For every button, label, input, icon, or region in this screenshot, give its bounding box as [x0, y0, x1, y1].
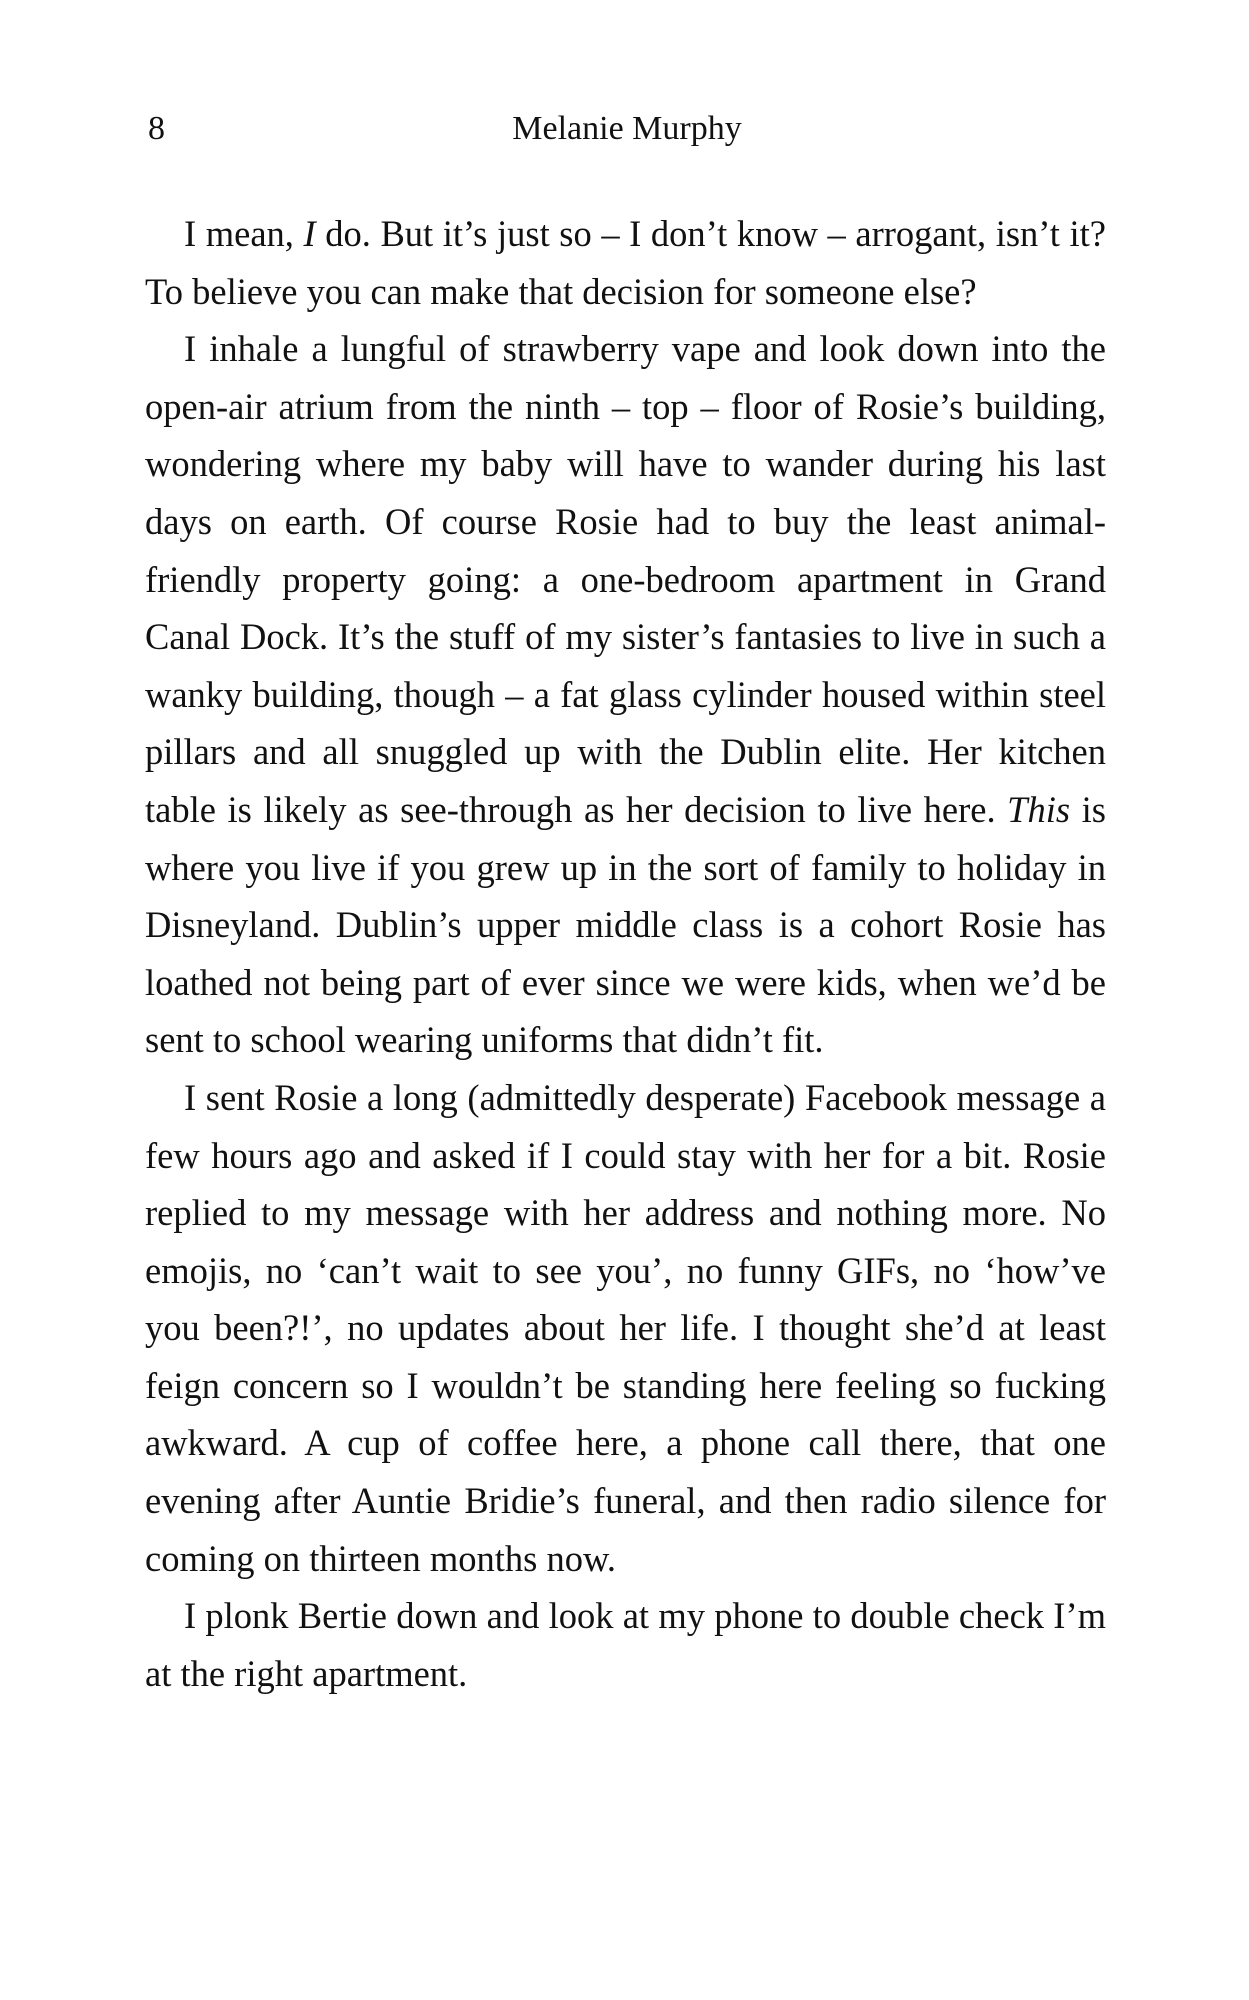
text-segment: do. But it’s just so – I don’t know – arrogant, isn’t it? To believe you can make that decision for someone else?	[145, 213, 1106, 312]
paragraph-1	[145, 205, 1106, 320]
paragraph-2	[145, 320, 1106, 1069]
text-segment: I mean,	[184, 213, 304, 254]
body-text	[145, 205, 1106, 1702]
page-header	[148, 104, 1106, 154]
text-segment-italic: This	[1007, 788, 1071, 830]
paragraph-4	[145, 1587, 1106, 1702]
text-segment: I inhale a lungful of strawberry vape and look down into the open-air atrium from the ninth – top – floor of Rosie’s building, wondering where my baby will have to wander during his last days on earth. Of course Rosie had to buy the least animal-friendly property going: a one-bedroom apartment in Grand Canal Dock. It’s the stuff of my sister’s fantasies to live in such a wanky building, though – a fat glass cylinder housed within steel pillars and all snuggled up with the Dublin elite. Her kitchen table is likely as see-through as her decision to live here.	[145, 328, 1106, 830]
running-head-author: Melanie Murphy	[512, 110, 742, 147]
text-segment: I plonk Bertie down and look at my phone to double check I’m at the right apartment.	[145, 1595, 1106, 1694]
text-segment-italic: I	[303, 213, 316, 254]
paragraph-3	[145, 1069, 1106, 1587]
text-segment: is where you live if you grew up in the sort of family to holiday in Disneyland. Dublin’s upper middle class is a cohort Rosie has loathed not being part of ever since we were kids, when we’d be sent to school wearing uniforms that didn’t fit.	[145, 788, 1107, 1061]
text-segment: I sent Rosie a long (admittedly desperate) Facebook message a few hours ago and asked if I could stay with her for a bit. Rosie replied to my message with her address and nothing more. No emojis, no ‘can’t wait to see you’, no funny GIFs, no ‘how’ve you been?!’, no updates about her life. I thought she’d at least feign concern so I wouldn’t be standing here feeling so fucking awkward. A cup of coffee here, a phone call there, that one evening after Auntie Bridie’s funeral, and then radio silence for coming on thirteen months now.	[145, 1076, 1106, 1579]
page-number: 8	[148, 110, 165, 147]
